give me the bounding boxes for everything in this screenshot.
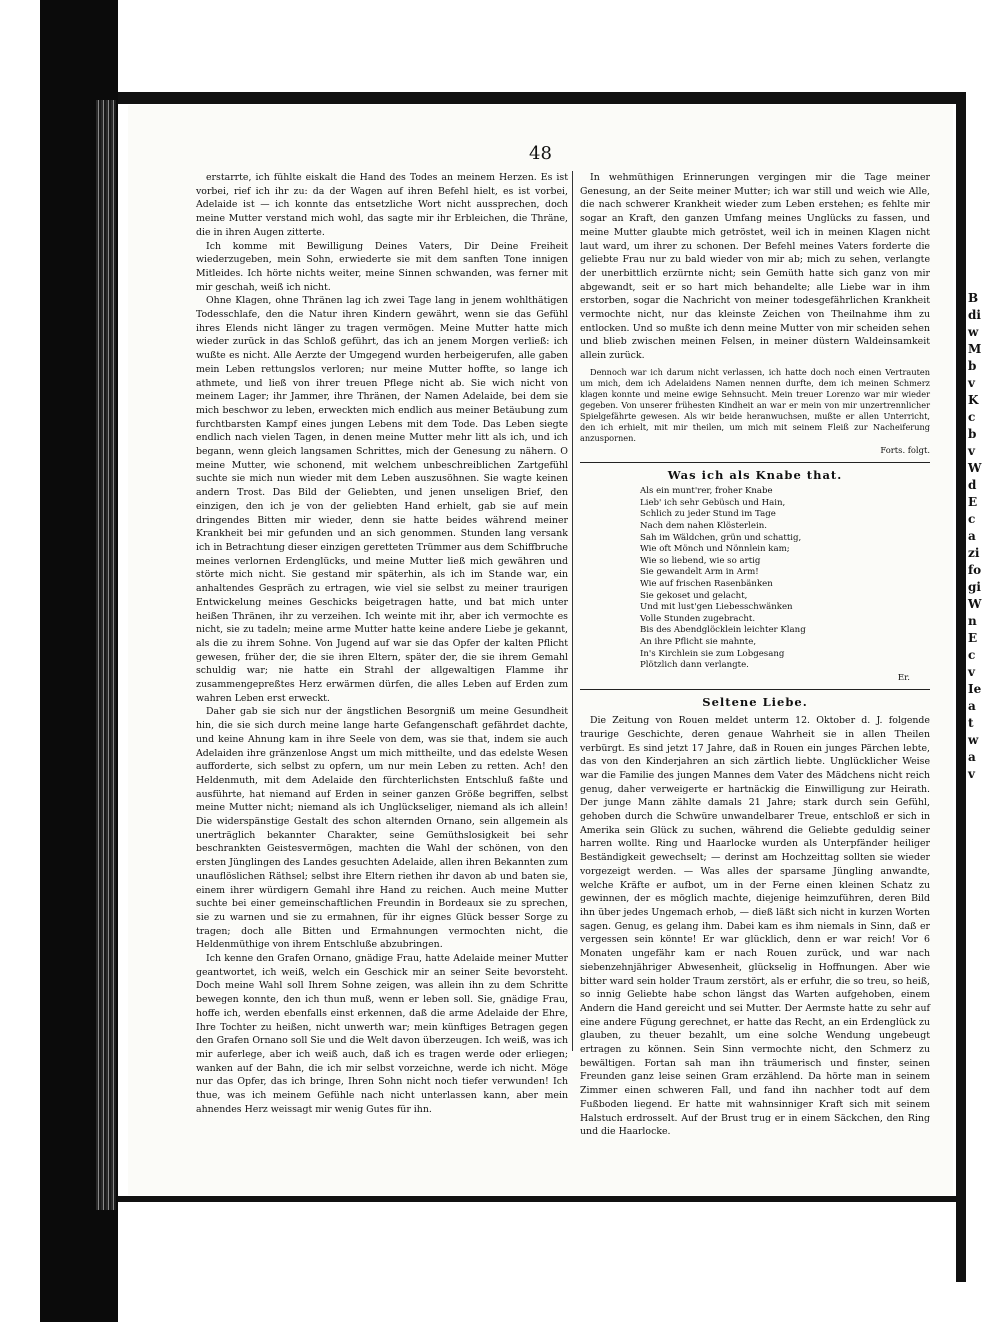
poem-title: Was ich als Knabe that. xyxy=(667,467,843,482)
poem xyxy=(640,486,930,672)
footnote-paragraph: Dennoch war ich darum nicht verlassen, ich hatte doch noch einen Vertrauten um mich, dem ich Adelaidens Namen nennen durfte, dem ich meinen Schmerz klagen konnte und meine ewige Sehnsucht. Mein treuer Lorenzo war mir wieder gegeben. Von unserer frühesten Kindheit an war er mein von mir unzertrennlicher Spielgefährte gewesen. Als wir beide heranwuchsen, mußte er allen Unterricht, den ich erhielt, mit mir theilen, um mich mit seinem Fleiß zur Nacheiferung anzuspornen. xyxy=(580,366,930,443)
right-column xyxy=(580,171,930,1138)
edge-fragment: a xyxy=(968,529,976,543)
edge-fragment: c xyxy=(968,410,976,424)
edge-fragment: v xyxy=(968,376,975,390)
poem-line: Plötzlich dann verlangte. xyxy=(640,660,749,671)
edge-fragment: n xyxy=(968,614,977,628)
edge-fragment: Ie xyxy=(968,682,982,696)
poem-line: Schlich zu jeder Stund im Tage xyxy=(640,509,776,520)
edge-fragment: w xyxy=(968,733,979,747)
poem-signature: Er. xyxy=(897,672,910,683)
poem-line: Volle Stunden zugebracht. xyxy=(640,613,756,624)
adjacent-page-edge xyxy=(968,290,1000,1010)
edge-fragment: d xyxy=(968,478,977,492)
edge-fragment: M xyxy=(968,342,982,356)
edge-fragment: B xyxy=(968,291,979,305)
edge-fragment: K xyxy=(968,393,979,407)
edge-fragment: E xyxy=(968,495,978,509)
column-divider xyxy=(572,171,573,1051)
poem-line: Sah im Wäldchen, grün und schattig, xyxy=(640,532,802,543)
poem-line: In's Kirchlein sie zum Lobgesang xyxy=(640,648,785,659)
poem-line: Nach dem nahen Klösterlein. xyxy=(640,521,767,532)
edge-fragment: E xyxy=(968,631,978,645)
edge-fragment: v xyxy=(968,444,975,458)
paragraph: In wehmüthigen Erinnerungen vergingen mir die Tage meiner Genesung, an der Seite meiner Mutter; ich war still und weich wie Alle, die nach schwerer Krankheit wieder zum Leben erstehen; es fehlte mir sogar an Kraft, den ganzen Umfang meines Unglücks zu fassen, und meine Mutter glaubte mich getröstet, weil ich in meinen Klagen nicht laut ward, um ihrer zu schonen. Der Befehl meines Vaters forderte die geliebte Frau nur zu bald wieder von mir ab; mich zu sehen, verlangte der unerbittlich erzürnte nicht; sein Gemüth hatte sich ganz von mir abgewandt, seit er so hart mich behandelte; alle Liebe war in ihm erstorben, sogar die Nachricht von meiner todesgefährlichen Krankheit vermochte nicht, nur das kleinste Zeichen von Theilnahme ihm zu entlocken. Und so mußte ich denn meine Mutter von mir scheiden sehen und blieb zwischen meinen Felsen, in meiner düstern Waldeinsamkeit allein zurück. xyxy=(580,172,930,362)
edge-fragment: W xyxy=(968,461,982,475)
poem-line: Bis des Abendglöcklein leichter Klang xyxy=(640,625,806,636)
paragraph: Daher gab sie sich nur der ängstlichen Besorgniß um meine Gesundheit hin, die sie sich durch meine lange harte Gefangenschaft gefährdet dachte, und keine Ahnung kam in ihre Seele von dem, was sie that, indem sie auch Adelaiden ihre gränzenlose Angst um mich mittheilte, und das edelste Wesen aufforderte, sich selbst zu opfern, um nur mein Leben zu retten. Ach! den Heldenmuth, mit dem Adelaide den fürchterlichsten Entschluß faßte und ausführte, hat niemand auf Erden in seiner ganzen Größe begriffen, selbst meine Mutter nicht; niemand als ich Unglückseliger, niemand als ich allein! Die widerspänstige Gestalt des schon alternden Ornano, sein allgemein als unerträglich bekannter Charakter, seine Gemüthslosigkeit bei sehr beschrankten Geistesvermögen, machten die Wahl der schönen, von den ersten Jünglingen des Landes gesuchten Adelaide, allen ihren Bekannten zum unauflöslichen Räthsel; selbst ihre Eltern riethen ihr davon ab und baten sie, einem ihrer würdigern Gemahl ihre Hand zu reichen. Auch meine Mutter suchte bei einer gemeinschaftlichen Freundin in Bordeaux sie zu sprechen, sie zu warnen und sie zu ermahnen, für ihr eignes Glück besser Sorge zu tragen; doch alle Bitten und Ermahnungen vermochten nicht, die Heldenmüthige von ihrem Entschluße abzubringen. xyxy=(196,706,568,951)
edge-fragment: zi xyxy=(968,546,980,560)
poem-line: Wie oft Mönch und Nönnlein kam; xyxy=(640,544,790,555)
paragraph: erstarrte, ich fühlte eiskalt die Hand des Todes an meinem Herzen. Es ist vorbei, rief ich ihr zu: da der Wagen auf ihren Befehl hielt, es ist vorbei, Adelaide ist — ich konnte das entsetzliche Wort nicht aussprechen, doch meine Mutter verstand mich wohl, das sagte mir ihr Erbleichen, die Thräne, die in ihren Augen zitterte. xyxy=(196,172,568,238)
poem-line: Sie gewandelt Arm in Arm! xyxy=(640,567,759,578)
edge-fragment: t xyxy=(968,716,974,730)
divider-rule xyxy=(580,462,930,463)
left-column xyxy=(196,171,568,1115)
article-text: Die Zeitung von Rouen meldet unterm 12. Oktober d. J. folgende traurige Geschichte, deren genaue Wahrheit sie in allen Theilen verbürgt. Es sind jetzt 17 Jahre, daß in Rouen ein junges Pärchen lebte, das von den Kinderjahren an sich zärtlich liebte. Unglücklicher Weise war die Familie des jungen Mannes dem Vater des Mädchens nicht reich genug, daher verweigerte er hartnäckig die Einwilligung zur Heirath. Der junge Mann zählte damals 21 Jahre; stark durch sein Gefühl, gehoben durch die Schwüre unwandelbarer Treue, entschloß er sich in Amerika sein Glück zu suchen, während die Geliebte geduldig seiner harren wollte. Ring und Haarlocke wurden als Unterpfänder heiliger Beständigkeit gewechselt; — derinst am Hochzeittag sollten sie wieder vorgezeigt werden. — Was alles der sparsame Jüngling anwandte, welche Kräfte er aufbot, um in der Ferne einen kleinen Schatz zu gewinnen, der es möglich machte, diejenige heimzuführen, deren Bild ihn über jedes Ungemach erhob, — dieß läßt sich nicht in kurzen Worten sagen. Genug, es gelang ihm. Dabei kam es ihm niemals in Sinn, daß er vergessen sein könnte! Er war glücklich, denn er war reich! Vor 6 Monaten ungefähr kam er nach Rouen zurück, und war nach siebenzehnjähriger Abwesenheit, glückselig in Hoffnungen. Aber wie bitter ward sein holder Traum zerstört, als er erfuhr, die so treu, so heiß, so innig Geliebte habe schon längst das Warten aufgehoben, einem Andern die Hand gereicht und sei Mutter. Der Aermste hatte zu sehr auf eine andere Fügung gerechnet, er hatte das Recht, an ein Erdenglück zu glauben, zu theuer bezahlt, um eine solche Wendung ungebeugt ertragen zu können. Sein Sinn vermochte nicht, den Schmerz zu bewältigen. Fortan sah man ihn träumerisch und finster, seinen Freunden ganz leise seinen Gram erzählend. Da hörte man in seinem Zimmer einen schweren Fall, und fand ihn nachher todt auf dem Fußboden liegend. Er hatte mit wahnsinniger Kraft sich mit seinem Halstuch erdrosselt. Auf der Brust trug er in einem Säckchen, den Ring und die Haarlocke. xyxy=(580,715,930,1138)
paragraph: Ich kenne den Grafen Ornano, gnädige Frau, hatte Adelaide meiner Mutter geantwortet, ich weiß, welch ein Geschick mir an seiner Seite bevorsteht. Doch meine Wahl soll Ihrem Sohne zeigen, was allein ihn zu dem Schritte bewegen konnte, den ich thun muß, wenn er leben soll. Sie, gnädige Frau, hoffe ich, werden ebenfalls einst erkennen, daß die arme Adelaide der Ehre, Ihre Tochter zu heißen, nicht unwerth war; mein künftiges Betragen gegen den Grafen Ornano soll Sie und die Welt davon überzeugen. Ich weiß, was ich mir auferlege, aber ich weiß auch, daß ich es tragen werde oder erliegen; wanken auf der Bahn, die ich mir selbst vorzeichne, werde ich nicht. Möge nur das Opfer, das ich bringe, Ihren Sohn nicht noch tiefer verwunden! Ich thue, was ich meinem Gefühle nach nicht unterlassen kann, aber mein ahnendes Herz weissagt mir wenig Gutes für ihn. xyxy=(196,953,568,1115)
divider-rule xyxy=(580,689,930,690)
edge-fragment: c xyxy=(968,512,976,526)
edge-fragment: b xyxy=(968,427,977,441)
page-top-border xyxy=(118,92,958,104)
edge-fragment: fo xyxy=(968,563,982,577)
poem-line: Sie gekoset und gelacht, xyxy=(640,590,748,601)
poem-line: Lieb' ich sehr Gebüsch und Hain, xyxy=(640,497,786,508)
poem-line: Und mit lust'gen Liebesschwänken xyxy=(640,602,793,613)
edge-fragment: v xyxy=(968,665,975,679)
edge-fragment: a xyxy=(968,699,976,713)
poem-line: Wie so liebend, wie so artig xyxy=(640,555,761,566)
paragraph: Ich komme mit Bewilligung Deines Vaters, Dir Deine Freiheit wiederzugeben, mein Sohn, erwiederte sie mit dem sanften Tone innigen Mitleides. Ich hörte nichts weiter, meine Sinnen schwanden, was ferner mit mir geschah, weiß ich nicht. xyxy=(196,240,568,293)
poem-line: Als ein munt'rer, froher Knabe xyxy=(640,486,773,497)
page-number: 48 xyxy=(529,143,552,164)
edge-fragment: W xyxy=(968,597,982,611)
edge-fragment: c xyxy=(968,648,976,662)
paragraph: Ohne Klagen, ohne Thränen lag ich zwei Tage lang in jenem wohlthätigen Todesschlafe, den die Natur ihren Kindern gewährt, wenn sie das Gefühl ihres Elends nicht länger zu tragen vermögen. Meine Mutter hatte mich wieder zurück in das Schloß geführt, das ich an jenem Morgen verließ: ich wußte es nicht. Alle Aerzte der Umgegend wurden herbeigerufen, alle gaben mein Leben rettungslos verloren; nur meine Mutter hoffte, so lange ich athmete, und ließ von ihrer treuen Pflege nicht ab. Sie wich nicht von meinem Lager; ihr Jammer, ihre Thränen, der Namen Adelaide, bei dem sie mich beschwor zu leben, erweckten mich endlich aus meiner Betäubung zum furchtbarsten Kampf eines jungen Lebens mit dem Tode. Das Leben siegte endlich nach vielen Tagen, in denen meine Mutter mehr litt als ich, und ich begann, wenn gleich langsamen Schrittes, mich der Genesung zu nähern. O meine Mutter, wie schonend, mit welchem unbeschreiblichen Zartgefühl suchte sie mich nun wieder mit dem Leben auszusöhnen. Sie wagte keinen andern Trost. Das Bild der Geliebten, und jenen unseligen Brief, den einzigen, den ich je von der geliebten Hand erhielt, gab sie auf mein dringendes Bitten mir wieder, denn sie hatte beides während meiner Krankheit bei mir gefunden und an sich genommen. Stunden lang versank ich in Betrachtung dieser einzigen geretteten Trümmer aus dem Schiffbruche meines verlornen Erdenglücks, und meine Mutter ließ mich gewähren und störte mich nicht. Sie gestand mir späterhin, als ich im Stande war, ein anhaltendes Gespräch zu ertragen, wie viel sie selbst zu meiner traurigen Entwickelung meines Geschicks beigetragen hatte, und bat mich unter heißen Thränen, ihr zu verzeihen. Ich weinte mit ihr, aber ich vermochte es nicht, sie zu tadeln; meine arme Mutter hatte keine andere Liebe je gekannt, als die zu ihrem Sohne. Von Jugend auf war sie das Opfer der kalten Pflicht gewesen, früher der, die sie ihren Eltern, später der, die sie ihrem Gemahl schuldig war; nie hatte ein Strahl der allgewaltigen Flamme ihr zusammengepreßtes Herz erwärmen dürfen, die alles Leben auf Erden zum wahren Leben erst erweckt. xyxy=(196,295,568,704)
edge-fragment: a xyxy=(968,750,976,764)
article-title: Seltene Liebe. xyxy=(702,695,808,710)
continuation-note: Forts. folgt. xyxy=(880,444,930,455)
edge-fragment: w xyxy=(968,325,979,339)
edge-fragment: v xyxy=(968,767,975,781)
edge-fragment: gi xyxy=(968,580,981,594)
poem-line: Wie auf frischen Rasenbänken xyxy=(640,579,773,589)
newspaper-page xyxy=(128,105,953,1195)
page-bottom-border xyxy=(118,1196,958,1202)
edge-fragment: b xyxy=(968,359,977,373)
poem-line: An ihre Pflicht sie mahnte, xyxy=(640,636,757,647)
page-edge-stack xyxy=(96,100,116,1210)
edge-fragment: di xyxy=(968,308,981,322)
page-right-border xyxy=(956,92,966,1282)
